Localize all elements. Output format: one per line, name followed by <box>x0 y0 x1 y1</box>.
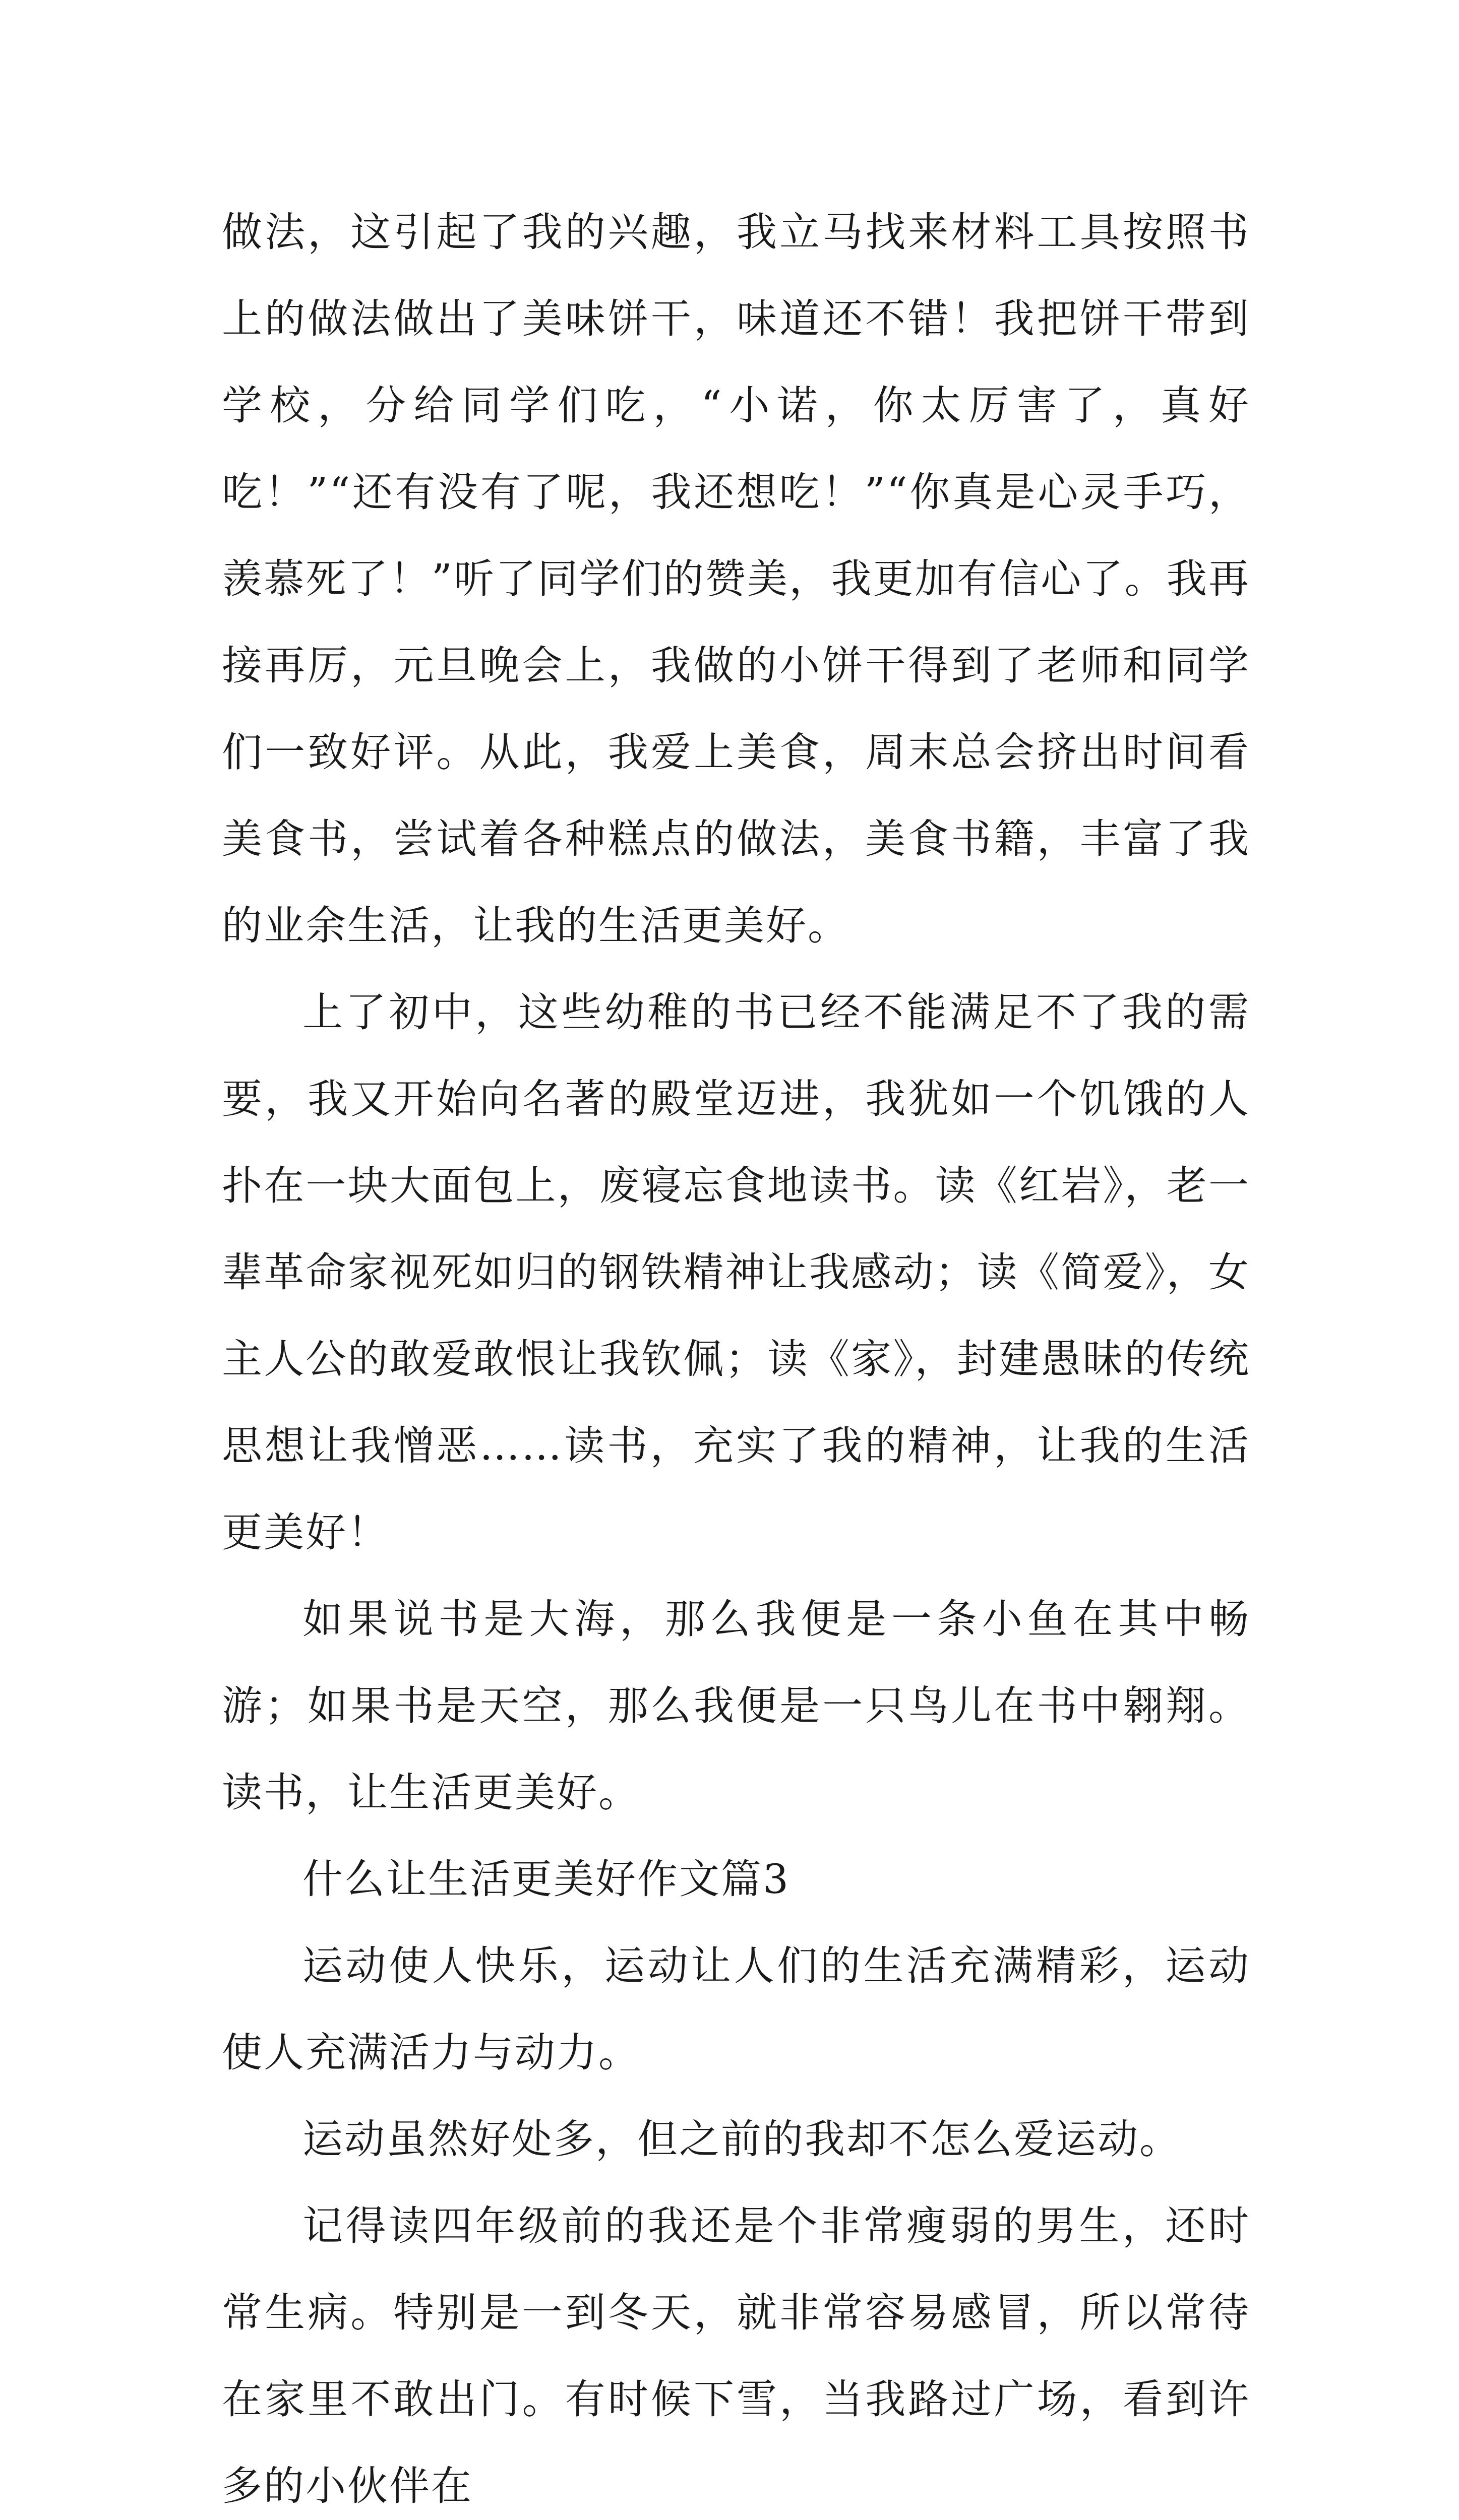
paragraph-exercise-memory: 记得读四年级前的我还是个非常瘦弱的男生，还时常生病。特别是一到冬天，就非常容易感冒，所以常待在家里不敢出门。有时候下雪，当我路过广场，看到许多的小伙伴在 <box>222 2202 1250 2509</box>
paragraph-book-metaphor: 如果说书是大海，那么我便是一条小鱼在其中畅游；如果书是天空，那么我便是一只鸟儿在书中翱翔。读书，让生活更美好。 <box>222 1596 1250 1816</box>
document-body <box>222 189 1250 2520</box>
paragraph-cookies: 做法，这引起了我的兴趣，我立马找来材料工具按照书上的做法做出了美味饼干，味道还不错！我把饼干带到学校，分给同学们吃，“小诺，你太厉害了，真好吃！”“还有没有了呢，我还想吃！”“你真是心灵手巧，羡慕死了！”听了同学们的赞美，我更加有信心了。我再接再厉，元旦晚会上，我做的小饼干得到了老师和同学们一致好评。从此，我爱上美食，周末总会挤出时间看美食书，尝试着各种糕点的做法，美食书籍，丰富了我的业余生活，让我的生活更美好。 <box>222 209 1250 949</box>
paragraph-exercise-intro: 运动使人快乐，运动让人们的生活充满精彩，运动使人充满活力与动力。 <box>222 1942 1250 2076</box>
section-heading: 什么让生活更美好作文篇3 <box>302 1856 790 1903</box>
paragraph-middle-school-reading: 上了初中，这些幼稚的书已经不能满足不了我的需要，我又开始向名著的殿堂迈进，我犹如一个饥饿的人扑在一块大面包上，废寝忘食地读书。读《红岩》，老一辈革命家视死如归的钢铁精神让我感动；读《简爱》，女主人公的敢爱敢恨让我钦佩；读《家》，封建愚昧的传统思想让我憎恶……读书，充实了我的精神，让我的生活更美好！ <box>222 989 1250 1556</box>
paragraph-exercise-dislike: 运动虽然好处多，但之前的我却不怎么爱运动。 <box>302 2116 1181 2163</box>
